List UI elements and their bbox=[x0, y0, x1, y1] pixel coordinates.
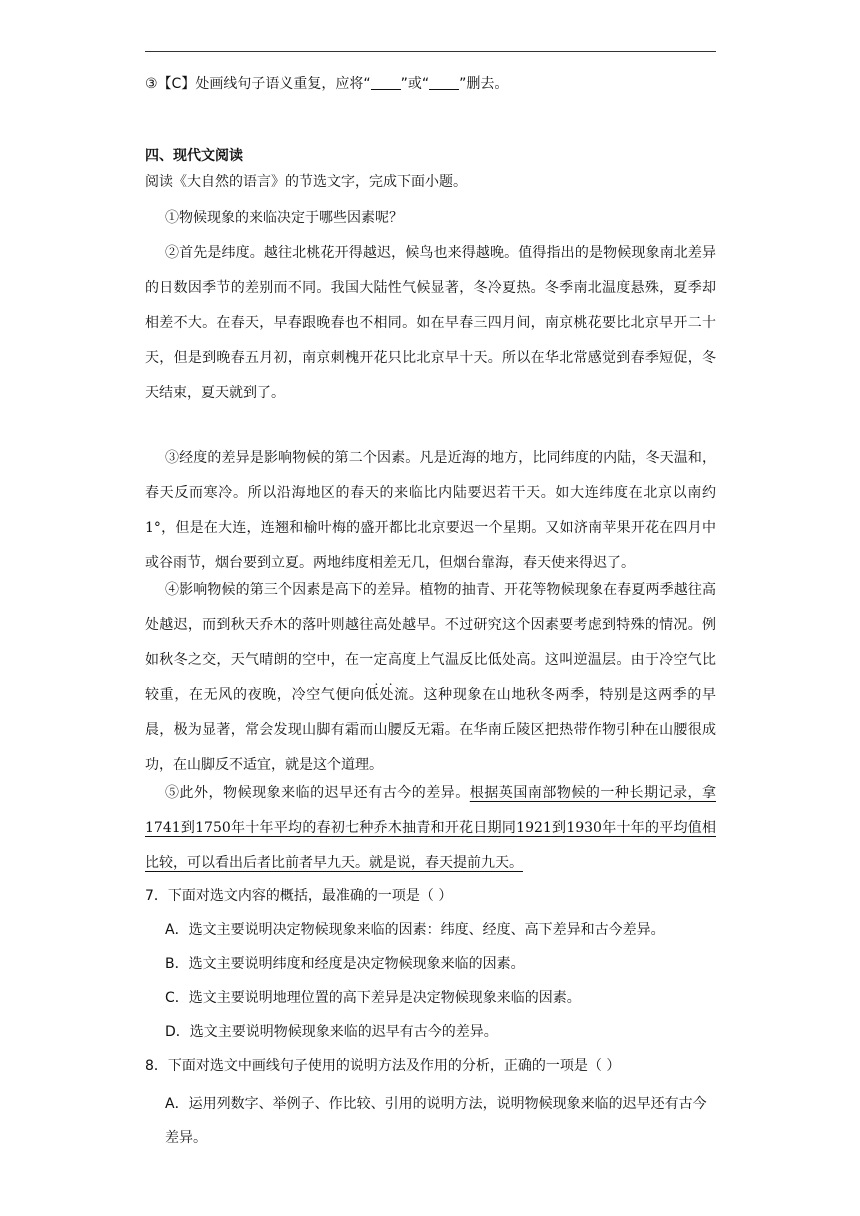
question-8-option-a[interactable]: A．运用列数字、举例子、作比较、引用的说明方法，说明物候现象来临的迟早还有古今差异。 bbox=[165, 1096, 707, 1146]
answer-blank-2[interactable] bbox=[429, 75, 459, 90]
emphasis-char-1: 一 bbox=[359, 652, 374, 668]
question-7-option-c[interactable]: C．选文主要说明地理位置的高下差异是决定物候现象来临的因素。 bbox=[165, 990, 581, 1006]
q3-prefix: ③【C】处画线句子语义重复，应将“ bbox=[145, 76, 371, 92]
paragraph-4-part-b: 高度上气温反比低处高。这叫逆温层。由于冷空气比较重，在无风的夜晚，冷空气便向低处流。这种现象在山地秋冬两季，特别是这两季的早晨，极为显著，常会发现山脚有霜而山腰反无霜。在华南丘陵区把热带作物引种在山腰很成功，在山脚反不适宜，就是这个道理。 bbox=[145, 652, 717, 773]
paragraph-1: ①物候现象的来临决定于哪些因素呢？ bbox=[165, 210, 403, 226]
emphasis-char-2: 定 bbox=[373, 652, 388, 668]
reading-intro: 阅读《大自然的语言》的节选文字，完成下面小题。 bbox=[145, 174, 467, 190]
question-7-option-a[interactable]: A．选文主要说明决定物候现象来临的因素：纬度、经度、高下差异和古今差异。 bbox=[165, 922, 665, 938]
paragraph-5-part-a: ⑤此外，物候现象来临的迟早还有古今的差异。 bbox=[165, 785, 470, 801]
paragraph-3: ③经度的差异是影响物候的第二个因素。凡是近海的地方，比同纬度的内陆，冬天温和，春天反而寒冷。所以沿海地区的春天的来临比内陆要迟若干天。如大连纬度在北京以南约1°，但是在大连，连翘和榆叶梅的盛开都比北京要迟一个星期。又如济南苹果开花在四月中或谷雨节，烟台要到立夏。两地纬度相差无几，但烟台靠海，春天使来得迟了。 bbox=[145, 450, 716, 571]
paragraph-5 bbox=[145, 776, 716, 881]
paragraph-4-part-a: ④影响物候的第三个因素是高下的差异。植物的抽青、开花等物候现象在春夏两季越往高处越迟，而到秋天乔木的落叶则越往高处越早。不过研究这个因素要考虑到特殊的情况。例如秋冬之交，天气晴朗的空中，在 bbox=[145, 582, 716, 668]
paragraph-2: ②首先是纬度。越往北桃花开得越迟，候鸟也来得越晚。值得指出的是物候现象南北差异的日数因季节的差别而不同。我国大陆性气候显著，冬冷夏热。冬季南北温度悬殊，夏季却相差不大。在春天，早春跟晚春也不相同。如在早春三四月间，南京桃花要比北京早开二十天，但是到晚春五月初，南京刺槐开花只比北京早十天。所以在华北常感觉到春季短促，冬天结束，夏天就到了。 bbox=[145, 245, 716, 401]
section-title: 四、现代文阅读 bbox=[145, 148, 243, 164]
question-7-option-d[interactable]: D．选文主要说明物候现象来临的迟早有古今的差异。 bbox=[165, 1024, 498, 1040]
question-3-line bbox=[145, 74, 508, 94]
question-8-stem: 8．下面对选文中画线句子使用的说明方法及作用的分析，正确的一项是（ ） bbox=[145, 1058, 621, 1074]
question-7-option-b[interactable]: B．选文主要说明纬度和经度是决定物候现象来临的因素。 bbox=[165, 956, 525, 972]
q3-mid: ”或“ bbox=[400, 76, 430, 92]
underlined-sentence: 根据英国南部物候的一种长期记录，拿1741到1750年十年平均的春初七种乔木抽青和开花日期同1921到1930年十年的平均值相比较，可以看出后者比前者早九天。就是说，春天提前九天。 bbox=[145, 785, 717, 871]
header-rule bbox=[145, 51, 716, 52]
question-7-stem: 7．下面对选文内容的概括，最准确的一项是（ ） bbox=[145, 888, 453, 904]
answer-blank-1[interactable] bbox=[371, 75, 401, 90]
q3-suffix: ”删去。 bbox=[459, 76, 509, 92]
paragraph-4 bbox=[145, 573, 716, 783]
